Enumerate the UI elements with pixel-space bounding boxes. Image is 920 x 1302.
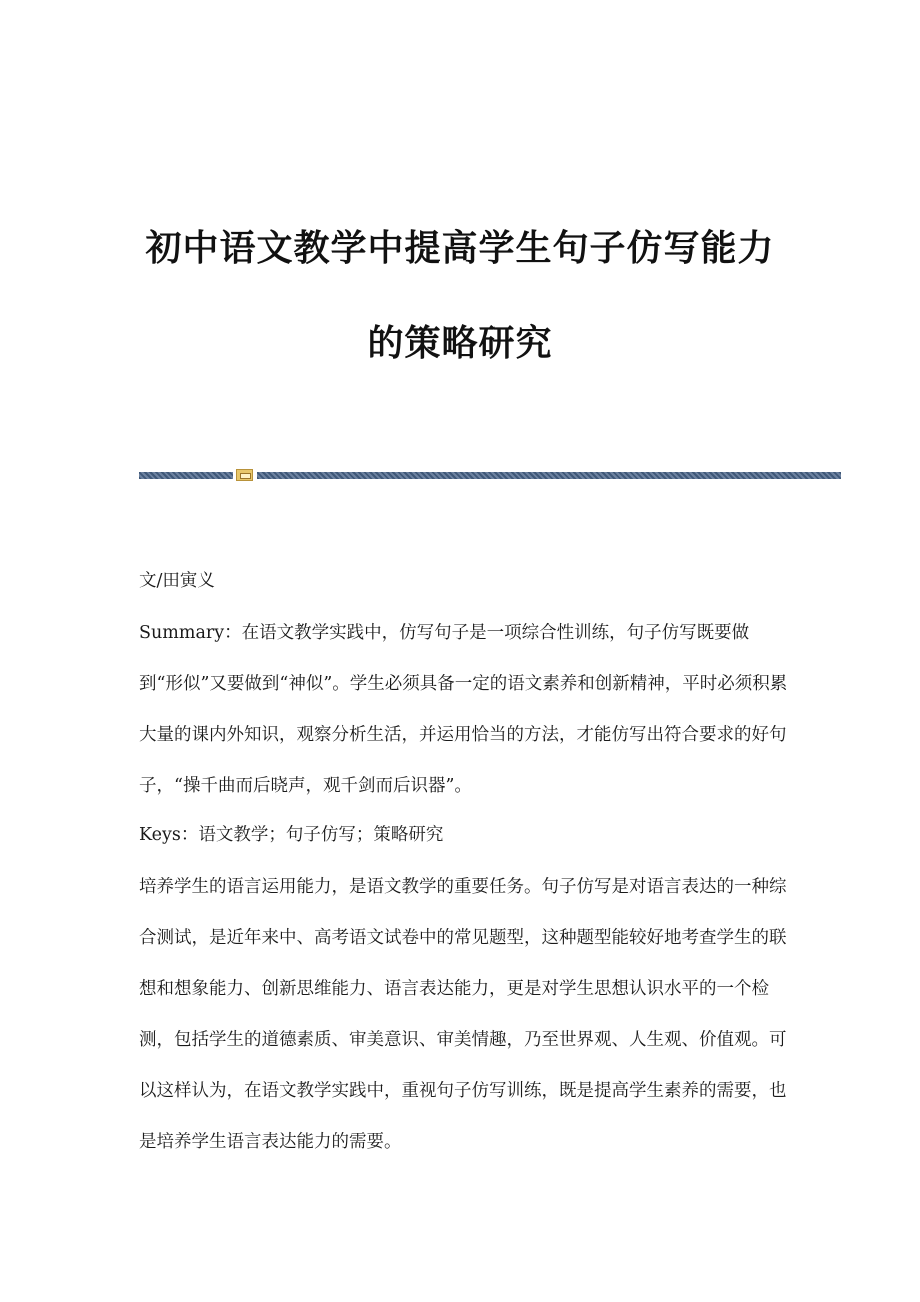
- divider-ornament-icon: [236, 469, 253, 481]
- title-line-1: 初中语文教学中提高学生句子仿写能力: [145, 228, 775, 269]
- keywords-line: Keys：语文教学；句子仿写；策略研究: [139, 825, 444, 845]
- title-line-2: 的策略研究: [367, 323, 553, 364]
- body-paragraph: 培养学生的语言运用能力，是语文教学的重要任务。句子仿写是对语言表达的一种综合测试，是近年来中、高考语文试卷中的常见题型，这种题型能较好地考查学生的联想和想象能力、创新思维能力、语言表达能力，更是对学生思想认识水平的一个检测，包括学生的道德素质、审美意识、审美情趣，乃至世界观、人生观、价值观。可以这样认为，在语文教学实践中，重视句子仿写训练，既是提高学生素养的需要，也是培养学生语言表达能力的需要。: [139, 877, 787, 1152]
- title-divider: [139, 469, 841, 481]
- divider-bar-right: [257, 472, 841, 479]
- author-line: 文/田寅义: [139, 571, 215, 591]
- summary-paragraph: Summary：在语文教学实践中，仿写句子是一项综合性训练，句子仿写既要做到“形似”又要做到“神似”。学生必须具备一定的语文素养和创新精神，平时必须积累大量的课内外知识，观察分析生活，并运用恰当的方法，才能仿写出符合要求的好句子，“操千曲而后晓声，观千剑而后识器”。: [139, 623, 788, 796]
- divider-bar-left: [139, 472, 233, 479]
